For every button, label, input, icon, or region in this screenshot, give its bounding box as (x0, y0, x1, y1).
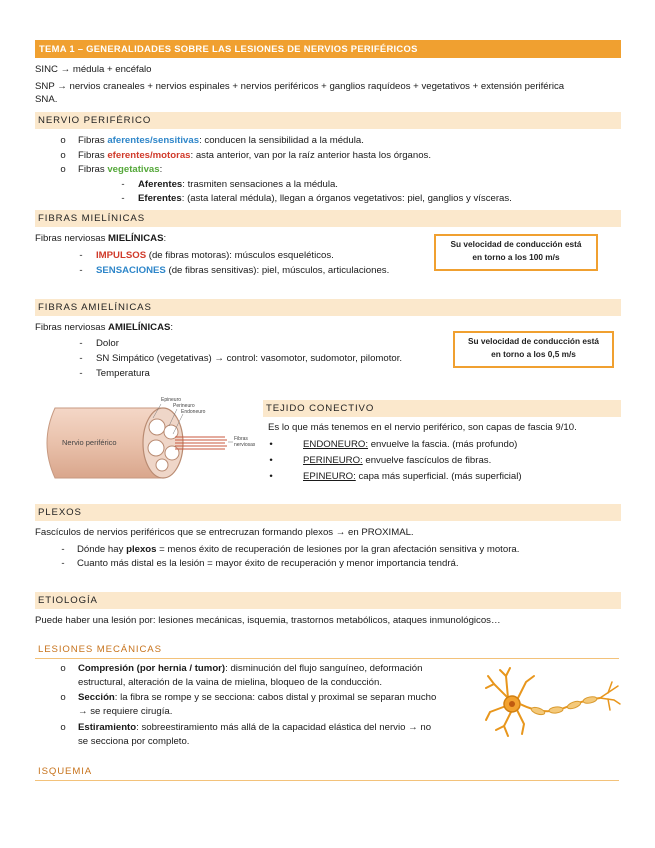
label-nerviosas: nerviosas (234, 442, 255, 448)
list-item-epineuro: EPINEURO: capa más superficial. (más superficial) (303, 471, 522, 482)
list-item-eferentes: Fibras eferentes/motoras: asta anterior, van por la raíz anterior hasta los órganos. (78, 150, 432, 161)
axon-terminal (600, 698, 620, 704)
neuron-illustration (484, 664, 624, 744)
dash-bullet: - (79, 353, 83, 364)
section-heading-plexos: PLEXOS (35, 504, 621, 521)
fascicle-circle (149, 419, 165, 435)
section-heading-fibras-amielinicas: FIBRAS AMIELÍNICAS (35, 299, 621, 316)
list-item-seccion: Sección: la fibra se rompe y se secciona: cabos distal y proximal se separan mucho (78, 692, 437, 703)
circle-bullet: o (60, 135, 66, 146)
axon-terminals (600, 682, 620, 710)
dendrite (516, 708, 524, 734)
snp-line-cont: SNA. (35, 94, 58, 105)
dash-bullet: - (79, 338, 83, 349)
section-heading-isquemia: ISQUEMIA (35, 764, 619, 781)
list-item-aferentes: Fibras aferentes/sensitivas: conducen la sensibilidad a la médula. (78, 135, 364, 146)
tejido-lead: Es lo que más tenemos en el nervio periférico, son capas de fascia 9/10. (268, 422, 577, 433)
dendrite (504, 710, 512, 736)
label-perineuro: Perineuro (173, 403, 195, 409)
dash-bullet: - (79, 368, 83, 379)
circle-bullet: o (60, 150, 66, 161)
circle-bullet: o (60, 663, 66, 674)
myelin-segment (583, 696, 598, 705)
sinc-line: SINC → médula + encéfalo (35, 64, 152, 75)
axon-terminal (608, 699, 610, 710)
list-item-endoneuro: ENDONEURO: envuelve la fascia. (más profundo) (303, 439, 518, 450)
list-item-seccion-cont: → se requiere cirugía. (78, 706, 173, 717)
snp-line: SNP → nervios craneales + nervios espinales + nervios periféricos + ganglios raquídeos + vegetativos + extensión periférica (35, 81, 565, 92)
dash-bullet: - (121, 179, 125, 190)
amielinicas-lead: Fibras nerviosas AMIELÍNICAS: (35, 322, 174, 333)
sub-item-aferentes: Aferentes: trasmiten sensaciones a la médula. (138, 179, 338, 190)
circle-bullet: o (60, 692, 66, 703)
dash-bullet: - (79, 265, 83, 276)
myelin-segment (566, 700, 581, 710)
sub-item-eferentes: Eferentes: (asta lateral médula), llegan a órganos vegetativos: piel, ganglios y vísceras. (138, 193, 512, 204)
list-item-compresion-cont: estructural, alteración de la vaina de mielina, bloqueo de la conducción. (78, 677, 382, 688)
dot-bullet: • (269, 471, 273, 482)
section-heading-etiologia: ETIOLOGÍA (35, 592, 621, 609)
list-item-perineuro: PERINEURO: envuelve fascículos de fibras. (303, 455, 492, 466)
section-heading-nervio-periferico: NERVIO PERIFÉRICO (35, 112, 621, 129)
list-item-dolor: Dolor (96, 338, 119, 349)
dot-bullet: • (269, 455, 273, 466)
list-item-distal: Cuanto más distal es la lesión = mayor éxito de recuperación y menor importancia tendrá. (77, 558, 459, 569)
note-line: Su velocidad de conducción está (450, 239, 582, 249)
list-item-estiramiento: Estiramiento: sobreestiramiento más allá de la capacidad elástica del nervio → no (78, 722, 432, 733)
nerve-illustration (35, 390, 255, 490)
dendrite (500, 670, 506, 676)
section-heading-tejido-conectivo: TEJIDO CONECTIVO (263, 400, 621, 417)
note-line: en torno a los 100 m/s (472, 252, 560, 262)
note-line: Su velocidad de conducción está (468, 336, 599, 346)
list-item-plexos: Dónde hay plexos = menos éxito de recuperación de lesiones por la gran afectación sensitiva y motora. (77, 544, 520, 555)
label-epineuro: Epineuro (161, 397, 182, 403)
fascicle-circle (148, 440, 164, 456)
fascicle-circle (156, 459, 168, 471)
dash-bullet: - (61, 558, 65, 569)
list-item-vegetativas: Fibras vegetativas: (78, 164, 163, 175)
list-item-impulsos: IMPULSOS (de fibras motoras): músculos esqueléticos. (96, 250, 334, 261)
velocity-note-amielinicas (453, 331, 614, 368)
dendrite (506, 668, 510, 698)
circle-bullet: o (60, 164, 66, 175)
list-item-compresion: Compresión (por hernia / tumor): disminución del flujo sanguíneo, deformación (78, 663, 423, 674)
section-heading-lesiones-mecanicas: LESIONES MECÁNICAS (35, 642, 619, 659)
myelin-segment (549, 706, 564, 713)
list-item-sensaciones: SENSACIONES (de fibras sensitivas): piel, músculos, articulaciones. (96, 265, 390, 276)
page-title: TEMA 1 – GENERALIDADES SOBRE LAS LESIONES DE NERVIOS PERIFÉRICOS (35, 40, 621, 58)
etiologia-lead: Puede haber una lesión por: lesiones mecánicas, isquemia, trastornos metabólicos, ataques inmunológicos… (35, 615, 501, 626)
dendrite (518, 676, 534, 698)
neuron-nucleus (509, 701, 515, 707)
plexos-lead: Fascículos de nervios periféricos que se entrecruzan formando plexos → en PROXIMAL. (35, 527, 414, 538)
dendrite (486, 706, 506, 720)
note-line: en torno a los 0,5 m/s (491, 349, 576, 359)
label-nervio-periferico: Nervio periférico (62, 438, 117, 447)
label-endoneuro: Endoneuro (181, 409, 206, 415)
section-heading-fibras-mielinicas: FIBRAS MIELÍNICAS (35, 210, 621, 227)
dash-bullet: - (61, 544, 65, 555)
dot-bullet: • (269, 439, 273, 450)
myelin-segment (530, 706, 545, 716)
myelin-sheath (530, 696, 597, 716)
list-item-estiramiento-cont: se secciona por completo. (78, 736, 190, 747)
fascicle-circle (165, 446, 179, 460)
dash-bullet: - (79, 250, 83, 261)
velocity-note-mielinicas (434, 234, 598, 271)
label-fibras: Fibras (234, 436, 248, 442)
dendrite (496, 726, 504, 730)
dash-bullet: - (121, 193, 125, 204)
mielinicas-lead: Fibras nerviosas MIELÍNICAS: (35, 233, 167, 244)
list-item-temperatura: Temperatura (96, 368, 150, 379)
dendrite (486, 684, 494, 688)
list-item-simpatico: SN Simpático (vegetativas) → control: vasomotor, sudomotor, pilomotor. (96, 353, 403, 364)
circle-bullet: o (60, 722, 66, 733)
